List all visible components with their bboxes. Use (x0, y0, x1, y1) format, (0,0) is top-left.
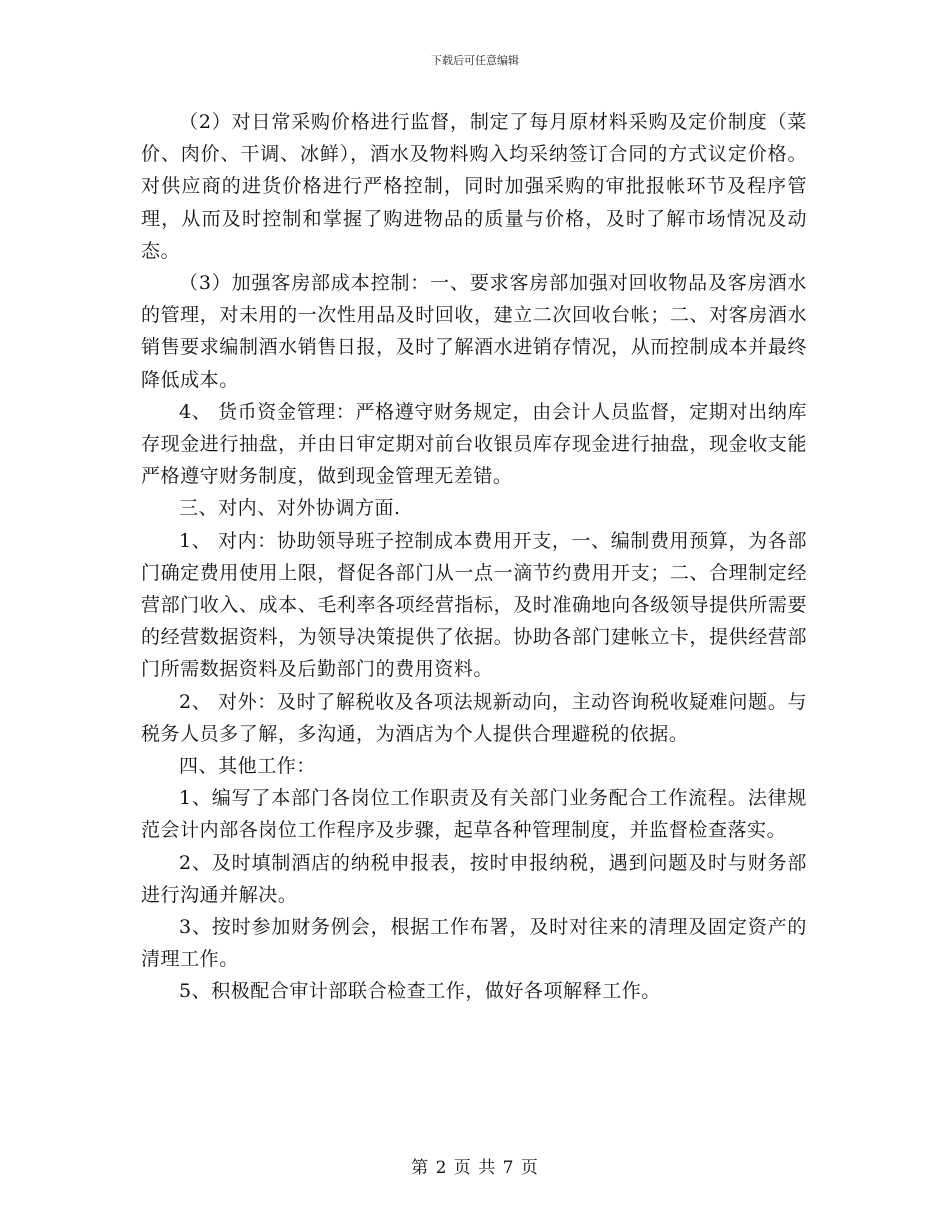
paragraph: 2、及时填制酒店的纳税申报表，按时申报纳税，遇到问题及时与财务部进行沟通并解决。 (141, 851, 807, 906)
page-number: 第 2 页 共 7 页 (411, 1158, 539, 1178)
page-header: 下载后可任意编辑 (431, 54, 519, 67)
paragraph: （3）加强客房部成本控制：一、要求客房部加强对回收物品及客房酒水的管理，对未用的一次性用品及时回收，建立二次回收台帐；二、对客房酒水销售要求编制酒水销售日报，及时了解酒水进销存情况，从而控制成本并最终降低成本。 (141, 272, 807, 391)
document-body (141, 106, 807, 1008)
paragraph: 5、积极配合审计部联合检查工作，做好各项解释工作。 (179, 980, 661, 1003)
section-heading: 三、对内、对外协调方面. (179, 497, 401, 520)
paragraph: 1、 对内：协助领导班子控制成本费用开支，一、编制费用预算，为各部门确定费用使用上限，督促各部门从一点一滴节约费用开支；二、合理制定经营部门收入、成本、毛利率各项经营指标，及时准确地向各级领导提供所需要的经营数据资料，为领导决策提供了依据。协助各部门建帐立卡，提供经营部门所需数据资料及后勤部门的费用资料。 (141, 529, 807, 681)
paragraph: （2）对日常采购价格进行监督，制定了每月原材料采购及定价制度（菜价、肉价、干调、冰鲜），酒水及物料购入均采纳签订合同的方式议定价格。对供应商的进货价格进行严格控制，同时加强采购的审批报帐环节及程序管理，从而及时控制和掌握了购进物品的质量与价格，及时了解市场情况及动态。 (141, 111, 807, 262)
paragraph: 1、编写了本部门各岗位工作职责及有关部门业务配合工作流程。法律规范会计内部各岗位工作程序及步骤，起草各种管理制度，并监督检查落实。 (141, 787, 807, 842)
section-heading: 四、其他工作： (179, 755, 316, 778)
paragraph: 2、 对外：及时了解税收及各项法规新动向，主动咨询税收疑难问题。与税务人员多了解，多沟通，为酒店为个人提供合理避税的依据。 (141, 690, 807, 745)
paragraph: 4、 货币资金管理：严格遵守财务规定，由会计人员监督，定期对出纳库存现金进行抽盘，并由日审定期对前台收银员库存现金进行抽盘，现金收支能严格遵守财务制度，做到现金管理无差错。 (141, 400, 807, 488)
paragraph: 3、按时参加财务例会，根据工作布署，及时对往来的清理及固定资产的清理工作。 (141, 916, 807, 971)
